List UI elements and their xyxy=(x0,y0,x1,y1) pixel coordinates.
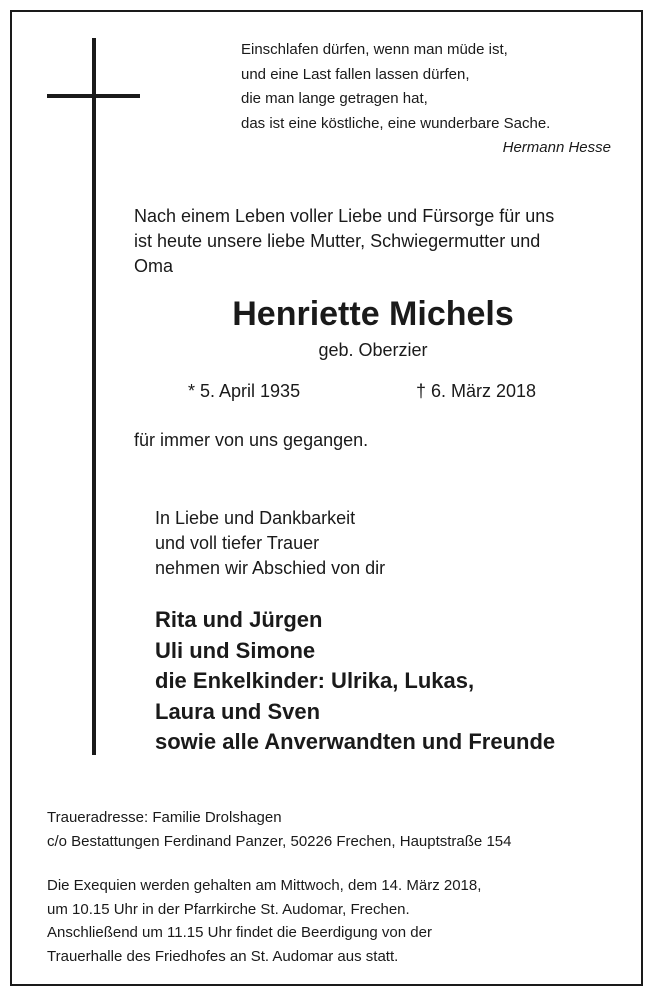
intro-line: ist heute unsere liebe Mutter, Schwiegermutter und xyxy=(134,231,541,251)
cross-icon-horizontal-bar xyxy=(47,94,140,98)
intro-line: Oma xyxy=(134,256,174,276)
poem-line: die man lange getragen hat, xyxy=(241,90,428,107)
funeral-line: Die Exequien werden gehalten am Mittwoch, dem 14. März 2018, xyxy=(47,877,482,894)
maiden-name: geb. Oberzier xyxy=(318,340,428,360)
address-line: c/o Bestattungen Ferdinand Panzer, 50226 Frechen, Hauptstraße 154 xyxy=(47,833,512,850)
family-line: sowie alle Anverwandten und Freunde xyxy=(155,729,556,754)
farewell-line: In Liebe und Dankbarkeit xyxy=(155,508,356,528)
funeral-line: Trauerhalle des Friedhofes an St. Audomar aus statt. xyxy=(47,947,399,965)
funeral-line: um 10.15 Uhr in der Pfarrkirche St. Audomar, Frechen. xyxy=(47,900,410,918)
family-names xyxy=(155,605,555,758)
poem-line: das ist eine köstliche, eine wunderbare Sache. xyxy=(241,114,551,132)
poem-line: und eine Last fallen lassen dürfen, xyxy=(241,65,470,83)
funeral-details xyxy=(47,874,481,968)
mourning-address xyxy=(47,806,511,854)
cross-icon-vertical-bar xyxy=(92,38,96,755)
farewell-line: nehmen wir Abschied von dir xyxy=(155,558,386,578)
farewell-text xyxy=(155,506,385,581)
intro-text xyxy=(134,204,614,279)
family-line: Rita und Jürgen xyxy=(155,607,323,632)
poem-author: Hermann Hesse xyxy=(502,139,611,156)
death-date: † 6. März 2018 xyxy=(416,381,537,401)
funeral-line: Anschließend um 11.15 Uhr findet die Beerdigung von der xyxy=(47,924,432,941)
gone-text: für immer von uns gegangen. xyxy=(134,430,369,450)
birth-date: * 5. April 1935 xyxy=(188,381,301,401)
family-line: die Enkelkinder: Ulrika, Lukas, xyxy=(155,668,475,693)
family-line: Laura und Sven xyxy=(155,698,321,724)
intro-line: Nach einem Leben voller Liebe und Fürsorge für uns xyxy=(134,206,555,226)
family-line: Uli und Simone xyxy=(155,637,316,663)
farewell-line: und voll tiefer Trauer xyxy=(155,533,320,553)
poem-quote xyxy=(241,38,611,161)
address-line: Traueradresse: Familie Drolshagen xyxy=(47,809,282,826)
deceased-name: Henriette Michels xyxy=(232,295,514,333)
poem-line: Einschlafen dürfen, wenn man müde ist, xyxy=(241,41,508,58)
